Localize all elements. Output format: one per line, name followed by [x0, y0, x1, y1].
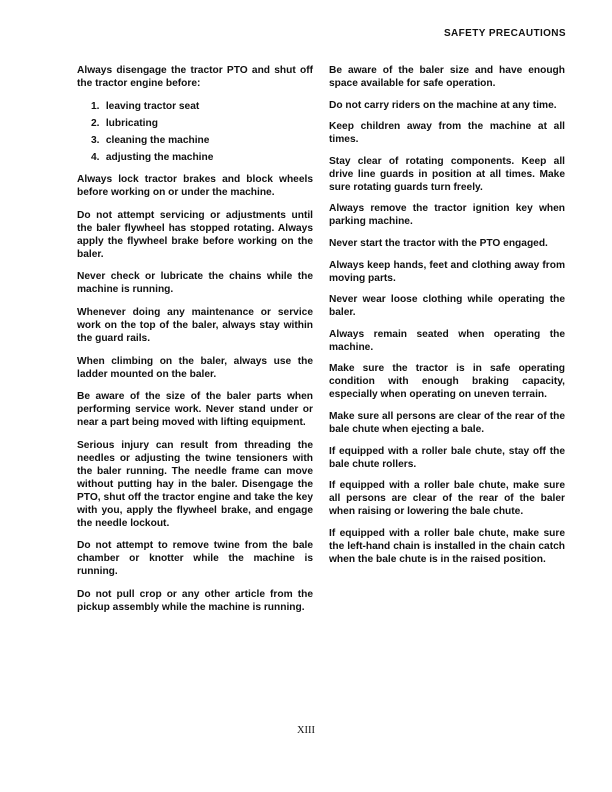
step-text: cleaning the machine — [105, 134, 210, 146]
step-number: 4. — [91, 151, 100, 163]
safety-paragraph: Never check or lubricate the chains while the machine is running. — [77, 271, 313, 296]
safety-paragraph: Serious injury can result from threading the needles or adjusting the twine tensioners with the baler running. The needle frame can move without putting hay in the baler. Disengage the PTO, shut off the tractor engine and take the key with you, apply the flywheel brake, and engage the needle lockout. — [77, 439, 313, 529]
page-number: XIII — [296, 725, 316, 736]
list-item — [91, 134, 313, 147]
step-number: 3. — [91, 134, 100, 146]
safety-paragraph: Make sure all persons are clear of the rear of the bale chute when ejecting a bale. — [329, 410, 565, 435]
safety-paragraph: Be aware of the baler size and have enough space available for safe operation. — [329, 65, 565, 89]
left-column — [77, 64, 313, 624]
step-text: adjusting the machine — [105, 151, 214, 163]
step-number: 1. — [91, 100, 100, 112]
safety-paragraph: Never start the tractor with the PTO engaged. — [329, 237, 548, 249]
safety-paragraph: Stay clear of rotating components. Keep all drive line guards in position at all times. Make sure rotating guards turn freely. — [329, 155, 565, 193]
safety-paragraph: Do not carry riders on the machine at any time. — [329, 99, 557, 111]
list-item — [91, 117, 313, 130]
safety-paragraph: Always remain seated when operating the machine. — [329, 328, 565, 353]
safety-paragraph: Make sure the tractor is in safe operating condition with enough braking capacity, especially when operating on uneven terrain. — [329, 363, 565, 401]
step-number: 2. — [91, 117, 100, 129]
step-text: leaving tractor seat — [105, 100, 200, 112]
safety-paragraph: Always remove the tractor ignition key when parking machine. — [329, 203, 565, 228]
safety-paragraph: Be aware of the size of the baler parts when performing service work. Never stand under or near a part being moved with lifting equipment. — [77, 391, 313, 429]
safety-paragraph: If equipped with a roller bale chute, make sure all persons are clear of the rear of the baler when raising or lowering the bale chute. — [329, 480, 565, 518]
safety-paragraph: Never wear loose clothing while operating the baler. — [329, 294, 565, 319]
page-header-title: SAFETY PRECAUTIONS — [443, 28, 566, 39]
list-item — [91, 100, 313, 113]
step-list — [77, 100, 313, 164]
safety-paragraph: Always keep hands, feet and clothing away from moving parts. — [329, 259, 565, 284]
safety-paragraph: Do not attempt servicing or adjustments until the baler flywheel has stopped rotating. Always apply the flywheel brake before working on the baler. — [77, 209, 313, 260]
step-text: lubricating — [105, 117, 158, 129]
safety-paragraph: Always lock tractor brakes and block wheels before working on or under the machine. — [77, 174, 313, 199]
safety-paragraph: Keep children away from the machine at all times. — [329, 121, 565, 146]
safety-paragraph: Whenever doing any maintenance or service work on the top of the baler, always stay within the guard rails. — [77, 306, 313, 344]
safety-paragraph: Do not attempt to remove twine from the bale chamber or knotter while the machine is running. — [77, 540, 313, 578]
intro-paragraph: Always disengage the tractor PTO and shut off the tractor engine before: — [77, 65, 313, 89]
list-item — [91, 151, 313, 164]
safety-paragraph: If equipped with a roller bale chute, stay off the bale chute rollers. — [329, 445, 565, 470]
safety-paragraph: If equipped with a roller bale chute, make sure the left-hand chain is installed in the chain catch when the bale chute is in the raised position. — [329, 527, 565, 565]
safety-paragraph: Do not pull crop or any other article from the pickup assembly while the machine is running. — [77, 588, 313, 613]
safety-paragraph: When climbing on the baler, always use the ladder mounted on the baler. — [77, 355, 313, 380]
right-column — [329, 64, 565, 574]
